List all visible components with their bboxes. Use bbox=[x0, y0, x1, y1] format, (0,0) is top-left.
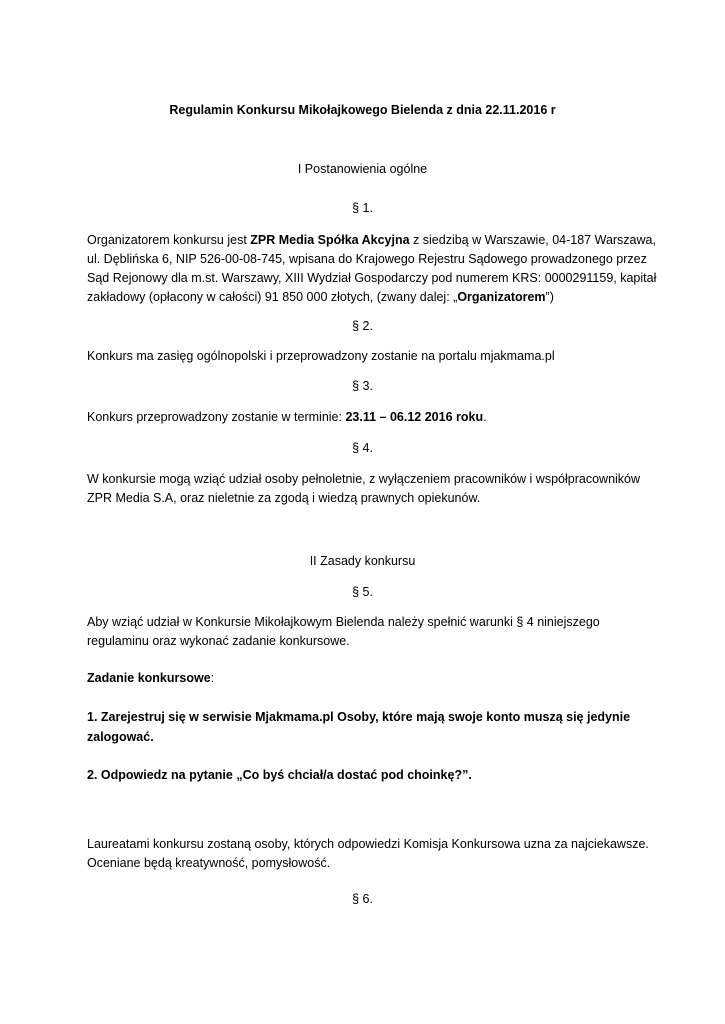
paragraph-5-line-2: regulaminu oraz wykonać zadanie konkursowe. bbox=[87, 634, 350, 648]
paragraph-4-symbol: § 4. bbox=[352, 441, 373, 455]
organizer-term: Organizatorem bbox=[457, 290, 546, 304]
paragraph-1-line-4 bbox=[87, 289, 554, 305]
paragraph-2-symbol: § 2. bbox=[352, 319, 373, 333]
paragraph-5-symbol: § 5. bbox=[352, 585, 373, 599]
paragraph-6-symbol: § 6. bbox=[352, 892, 373, 906]
section-heading-general-provisions: I Postanowienia ogólne bbox=[297, 162, 428, 176]
laureates-line-1: Laureatami konkursu zostaną osoby, których odpowiedzi Komisja Konkursowa uzna za najciekawsze. bbox=[87, 837, 649, 851]
contest-task-label-line bbox=[87, 670, 214, 686]
organizer-intro-text: Organizatorem konkursu jest bbox=[87, 233, 251, 247]
paragraph-4-line-1: W konkursie mogą wziąć udział osoby pełnoletnie, z wyłączeniem pracowników i współpracowników bbox=[87, 472, 641, 486]
paragraph-2-line-1: Konkurs ma zasięg ogólnopolski i przeprowadzony zostanie na portalu mjakmama.pl bbox=[87, 349, 555, 363]
task-2-line: 2. Odpowiedz na pytanie „Co byś chciał/a dostać pod choinkę?”. bbox=[87, 768, 472, 782]
task-1-line-1: 1. Zarejestruj się w serwisie Mjakmama.pl Osoby, które mają swoje konto muszą się jedynie bbox=[87, 710, 631, 724]
contest-period-label: Konkurs przeprowadzony zostanie w terminie: bbox=[87, 410, 346, 424]
paragraph-3-symbol: § 3. bbox=[352, 379, 373, 393]
paragraph-1-line-1 bbox=[87, 232, 656, 248]
contest-task-colon: : bbox=[210, 671, 215, 685]
section-heading-contest-rules: II Zasady konkursu bbox=[309, 554, 416, 568]
closing-quote: ”) bbox=[545, 290, 554, 304]
document-title: Regulamin Konkursu Mikołajkowego Bielenda z dnia 22.11.2016 r bbox=[169, 103, 556, 117]
contest-task-label: Zadanie konkursowe bbox=[87, 671, 211, 685]
paragraph-1-line-3: Sąd Rejonowy dla m.st. Warszawy, XIII Wydział Gospodarczy pod numerem KRS: 0000291159, kapitał bbox=[87, 271, 657, 285]
task-1-line-2: zalogować. bbox=[87, 730, 154, 744]
paragraph-3-line-1 bbox=[87, 409, 487, 425]
contest-period-dot: . bbox=[483, 410, 487, 424]
paragraph-1-line-2: ul. Dęblińska 6, NIP 526-00-08-745, wpisana do Krajowego Rejestru Sądowego prowadzonego przez bbox=[87, 252, 647, 266]
laureates-line-2: Oceniane będą kreatywność, pomysłowość. bbox=[87, 856, 331, 870]
contest-period-dates: 23.11 – 06.12 2016 roku bbox=[345, 410, 484, 424]
paragraph-4-line-2: ZPR Media S.A, oraz nieletnie za zgodą i wiedzą prawnych opiekunów. bbox=[87, 491, 481, 505]
paragraph-1-symbol: § 1. bbox=[352, 201, 373, 215]
organizer-address-text: z siedzibą w Warszawie, 04-187 Warszawa, bbox=[409, 233, 656, 247]
organizer-company-name: ZPR Media Spółka Akcyjna bbox=[250, 233, 410, 247]
capital-text: zakładowy (opłacony w całości) 91 850 000 złotych, (zwany dalej: „ bbox=[87, 290, 458, 304]
paragraph-5-line-1: Aby wziąć udział w Konkursie Mikołajkowym Bielenda należy spełnić warunki § 4 niniejszego bbox=[87, 615, 600, 629]
